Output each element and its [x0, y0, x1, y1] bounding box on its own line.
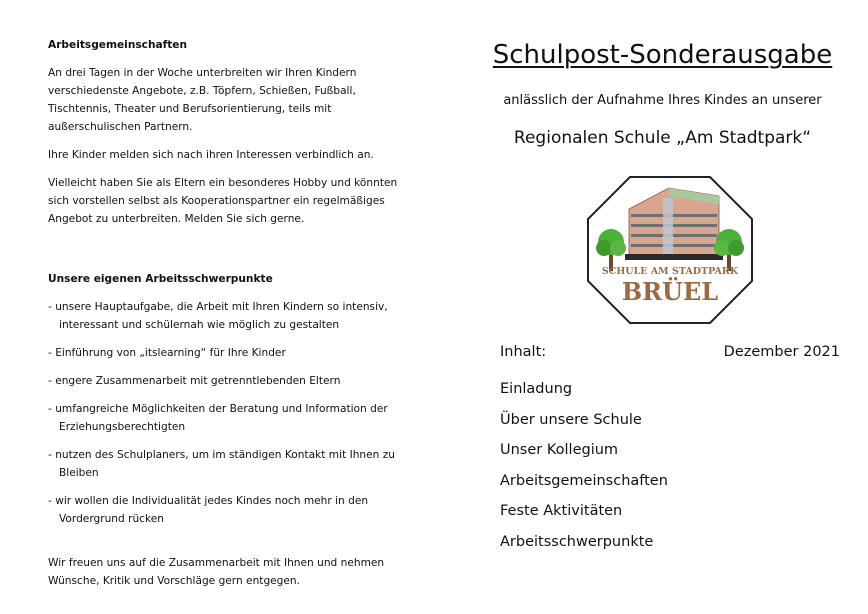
section-heading-ags: Arbeitsgemeinschaften: [48, 39, 188, 51]
focus-item: - nutzen des Schulplaners, um im ständigen Kontakt mit Ihnen zu Bleiben: [48, 449, 396, 479]
table-of-contents: [500, 374, 668, 557]
toc-item: Einladung: [500, 381, 573, 397]
toc-item: Über unsere Schule: [500, 411, 642, 428]
ags-paragraph-3: Vielleicht haben Sie als Eltern ein besonderes Hobby und könnten sich vorstellen selbst als Kooperationspartner ein regelmäßiges Angebot zu unterbreiten. Melden Sie sich gerne.: [48, 177, 398, 225]
toc-item: Unser Kollegium: [500, 442, 619, 458]
contents-label: Inhalt:: [500, 344, 547, 360]
ags-paragraph-2: Ihre Kinder melden sich nach ihren Interessen verbindlich an.: [48, 149, 374, 161]
section-heading-focus: Unsere eigenen Arbeitsschwerpunkte: [48, 273, 273, 285]
issue-date: Dezember 2021: [723, 344, 840, 360]
left-page: [48, 36, 418, 590]
toc-item: Feste Aktivitäten: [500, 503, 623, 519]
focus-item: - engere Zusammenarbeit mit getrenntlebenden Eltern: [48, 375, 341, 387]
logo-line-2: BRÜEL: [621, 277, 719, 306]
focus-item: - umfangreiche Möglichkeiten der Beratung und Information der Erziehungsberechtigten: [48, 403, 388, 433]
focus-item: - unsere Hauptaufgabe, die Arbeit mit Ihren Kindern so intensiv, interessant und schülernah wie möglich zu gestalten: [48, 301, 388, 331]
focus-item: - wir wollen die Individualität jedes Kindes noch mehr in den Vordergrund rücken: [48, 495, 369, 525]
toc-item: Arbeitsschwerpunkte: [500, 533, 654, 550]
school-logo: [585, 174, 755, 326]
ags-paragraph-1: An drei Tagen in der Woche unterbreiten wir Ihren Kindern verschiedenste Angebote, z.B. Töpfern, Schießen, Fußball, Tischtennis, Theater und Berufsorientierung, teils mit außerschulischen Partnern.: [48, 67, 357, 133]
logo-line-1: SCHULE AM STADTPARK: [601, 266, 739, 277]
focus-item: - Einführung von „itslearning“ für Ihre Kinder: [48, 347, 286, 359]
closing-paragraph: Wir freuen uns auf die Zusammenarbeit mit Ihnen und nehmen Wünsche, Kritik und Vorschläge gern entgegen.: [48, 557, 385, 587]
toc-item: Arbeitsgemeinschaften: [500, 472, 668, 489]
school-name: Regionalen Schule „Am Stadtpark“: [513, 128, 812, 148]
newsletter-subtitle: anlässlich der Aufnahme Ihres Kindes an unserer: [503, 93, 822, 108]
newsletter-title: Schulpost-Sonderausgabe: [492, 40, 833, 70]
